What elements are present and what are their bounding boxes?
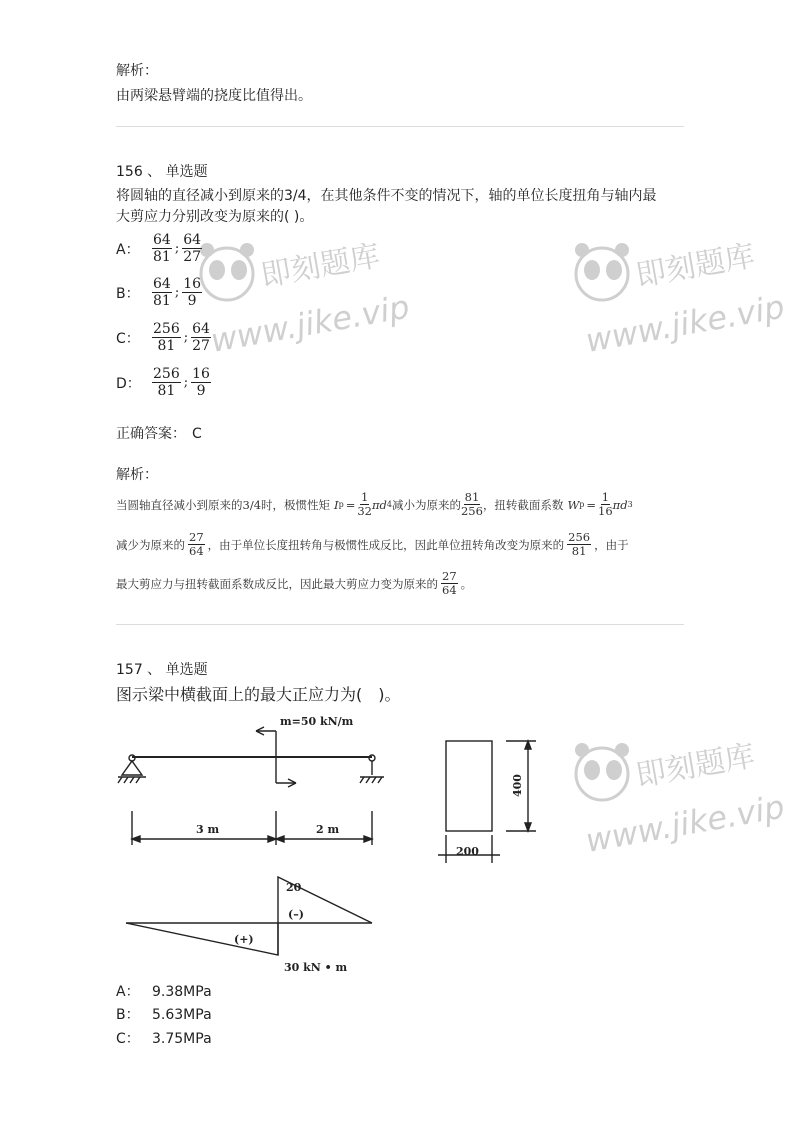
analysis-line-2: 减少为原来的 $\frac{27}{64}$ ，由于单位长度扭转角与极惯性成反比，因此单位扭转角改变为原来的 $\frac{256}{81}$ ，由于	[116, 530, 629, 558]
watermark	[570, 232, 788, 382]
analysis-line-1: 当圆轴直径减小到原来的3/4时，极惯性矩 I p = $\frac{1}{32}$ πd 4 减小为原来的 $\frac{81}{256}$ ，扭转截面系数 W p = $\frac{1}{16}$ πd 3	[116, 490, 633, 518]
option-b[interactable]: B： 5.63MPa	[116, 1007, 212, 1023]
fraction: $\frac{256}{81}$	[153, 321, 180, 354]
span-left-label: 3 m	[196, 823, 220, 836]
divider	[116, 624, 684, 625]
answer-value: C	[192, 426, 202, 442]
watermark	[570, 732, 788, 882]
option-label: A：	[116, 241, 140, 258]
option-label: D：	[116, 375, 141, 392]
positive-sign: (+)	[234, 933, 254, 946]
svg-text:即刻题库: 即刻题库	[258, 238, 383, 294]
fraction: $\frac{16}{9}$	[183, 276, 202, 309]
fraction: $\frac{64}{81}$	[153, 232, 171, 265]
fraction: $\frac{64}{27}$	[183, 232, 202, 265]
option-a[interactable]: A： $\frac{64}{81}$ ; $\frac{64}{27}$	[116, 232, 202, 265]
svg-text:www.jike.vip: www.jike.vip	[582, 287, 788, 360]
fraction: $\frac{16}{9}$	[192, 366, 210, 399]
option-d[interactable]: D： $\frac{256}{81}$ ; $\frac{16}{9}$	[116, 366, 210, 399]
question-157-number: 157 、 单选题	[116, 662, 208, 678]
option-b[interactable]: B： $\frac{64}{81}$ ; $\frac{16}{9}$	[116, 276, 202, 309]
span-right-label: 2 m	[316, 823, 340, 836]
question-156-number: 156 、 单选题	[116, 164, 208, 180]
fraction: $\frac{64}{81}$	[153, 276, 171, 309]
prev-analysis-text: 由两梁悬臂端的挠度比值得出。	[116, 88, 312, 104]
watermark	[195, 232, 425, 382]
analysis-label: 解析：	[116, 467, 158, 483]
beam-figure	[116, 705, 546, 975]
option-a[interactable]: A： 9.38MPa	[116, 984, 212, 1000]
option-label: B：	[116, 285, 140, 302]
prev-analysis-label: 解析：	[116, 63, 158, 79]
peak-bottom-label: 30 kN • m	[284, 961, 348, 974]
option-label: C：	[116, 330, 140, 347]
width-label: 200	[456, 845, 479, 858]
question-156-stem-line2: 大剪应力分别改变为原来的( )。	[116, 209, 314, 225]
height-label: 400	[511, 774, 524, 797]
svg-text:即刻题库: 即刻题库	[633, 738, 758, 794]
svg-text:即刻题库: 即刻题库	[633, 238, 758, 294]
question-156-stem-line1: 将圆轴的直径减小到原来的3/4，在其他条件不变的情况下，轴的单位长度扭角与轴内最	[116, 188, 657, 204]
peak-top-label: 20	[286, 881, 302, 894]
svg-text:www.jike.vip: www.jike.vip	[582, 787, 788, 860]
svg-text:www.jike.vip: www.jike.vip	[207, 287, 413, 360]
fraction: $\frac{64}{27}$	[192, 321, 210, 354]
option-c[interactable]: C： $\frac{256}{81}$ ; $\frac{64}{27}$	[116, 321, 210, 354]
option-c[interactable]: C： 3.75MPa	[116, 1031, 212, 1047]
analysis-line-3: 最大剪应力与扭转截面系数成反比，因此最大剪应力变为原来的 $\frac{27}{64}$ 。	[116, 569, 473, 597]
moment-label: m=50 kN/m	[280, 715, 354, 728]
question-157-stem: 图示梁中横截面上的最大正应力为( )。	[116, 685, 401, 704]
answer-label: 正确答案： C	[116, 426, 202, 442]
negative-sign: (–)	[288, 908, 304, 921]
divider	[116, 126, 684, 127]
fraction: $\frac{256}{81}$	[153, 366, 180, 399]
